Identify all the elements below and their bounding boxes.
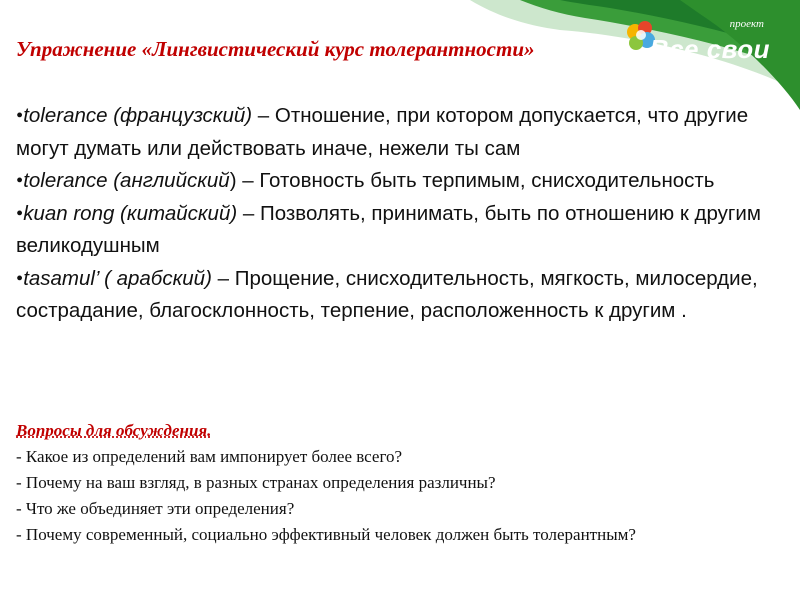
definition-term: kuan rong (китайский) (23, 201, 238, 225)
definition-text: Позволять, принимать, быть по отношению к другим великодушным (16, 201, 761, 257)
definition-dash: – (211, 266, 235, 290)
question-item: - Почему современный, социально эффективный человек должен быть толерантным? (16, 525, 636, 544)
definitions-list (16, 100, 776, 328)
definition-item (16, 263, 776, 328)
definition-text: Готовность быть терпимым, снисходительность (259, 169, 715, 192)
definition-term: tolerance (французский) (23, 104, 253, 127)
discussion-questions (16, 418, 776, 548)
bullet: • (16, 202, 24, 225)
bullet: • (16, 267, 24, 290)
definition-term: tolerance (английский (23, 169, 230, 192)
definition-dash: – (252, 104, 275, 127)
definition-text: Прощение, снисходительность, мягкость, милосердие, сострадание, благосклонность, терпение, расположенность к другим . (16, 266, 758, 322)
definition-dash: – (237, 201, 260, 225)
definition-dash: ) – (229, 169, 260, 192)
logo-subtitle: проект (729, 18, 764, 30)
bullet: • (16, 170, 24, 192)
definition-item (16, 165, 776, 198)
question-item: - Что же объединяет эти определения? (16, 499, 295, 518)
questions-heading: Вопросы для обсуждения. (16, 421, 212, 440)
definition-item (16, 100, 776, 165)
definition-text: Отношение, при котором допускается, что другие могут думать или действовать иначе, нежели ты сам (16, 104, 749, 160)
slide-title: Упражнение «Лингвистический курс толерантности» (16, 37, 535, 61)
definition-term: tasamul’ ( арабский) (23, 266, 212, 290)
question-item: - Почему на ваш взгляд, в разных странах определения различны? (16, 473, 496, 492)
question-item: - Какое из определений вам импонирует более всего? (16, 447, 403, 466)
bullet: • (16, 105, 24, 127)
logo-title: Все свои (649, 34, 770, 64)
project-logo (620, 16, 770, 72)
definition-item (16, 198, 776, 263)
